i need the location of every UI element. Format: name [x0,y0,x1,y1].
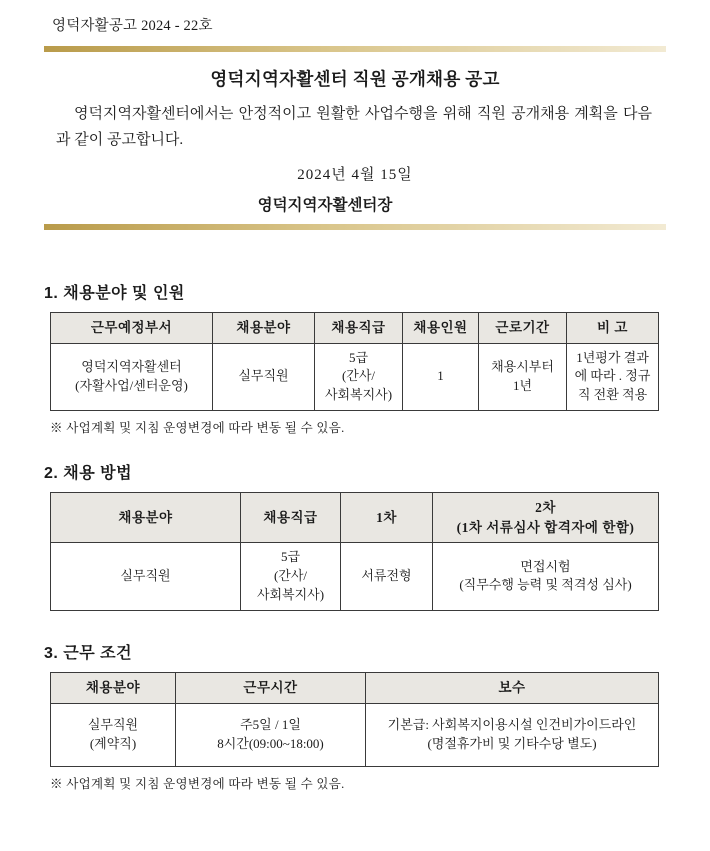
cell-dept-line2: (자활사업/센터운영) [75,377,188,393]
cell-stage2-line2: (직무수행 능력 및 적격성 심사) [459,577,632,593]
cell-remark-line3: 직 전환 적용 [577,387,648,403]
section-recruitment-field [44,280,666,436]
col-grade: 채용직급 [241,493,341,543]
header-divider-top [44,46,666,52]
col-stage2 [433,493,659,543]
section3-note: ※ 사업계획 및 지침 운영변경에 따라 변동 될 수 있음. [50,776,345,791]
table-header-row [51,493,659,543]
cell-grade [241,543,341,611]
col-stage1: 1차 [341,493,433,543]
cell-field-line1: 실무직원 [87,716,139,732]
cell-grade-line2: (간사/ [341,368,376,384]
col-period: 근로기간 [479,313,567,344]
cell-field [51,703,176,766]
col-field: 채용분야 [51,673,176,704]
cell-hours [176,703,366,766]
cell-count: 1 [403,343,479,411]
cell-remark-line1: 1년평가 결과 [576,349,649,365]
recruitment-method-table [50,492,659,611]
section1-heading: 1. 채용분야 및 인원 [44,285,185,302]
table-row [51,343,659,411]
working-conditions-table [50,672,659,767]
cell-hours-line2: 8시간(09:00~18:00) [217,735,324,751]
cell-grade-line3: 사회복지사) [256,586,325,602]
table-row [51,543,659,611]
document-number: 영덕자활공고 2024 - 22호 [52,18,213,34]
cell-pay-line2: (명절휴가비 및 기타수당 별도) [427,735,597,751]
section3-heading: 3. 근무 조건 [44,645,133,662]
cell-stage2-line1: 면접시험 [520,558,571,574]
table-header-row [51,313,659,344]
cell-stage2 [433,543,659,611]
cell-period [479,343,567,411]
col-grade: 채용직급 [315,313,403,344]
cell-field-line2: (계약직) [89,735,137,751]
notice-title: 영덕지역자활센터 직원 공개채용 공고 [210,69,500,89]
cell-period-line1: 채용시부터 [491,358,554,374]
table-row [51,703,659,766]
col-remark: 비 고 [567,313,659,344]
cell-field: 실무직원 [213,343,315,411]
cell-hours-line1: 주5일 / 1일 [240,716,301,732]
section2-heading: 2. 채용 방법 [44,465,133,482]
col-count: 채용인원 [403,313,479,344]
cell-period-line2: 1년 [512,377,533,393]
cell-remark [567,343,659,411]
notice-signer: 영덕지역자활센터장 [257,197,393,214]
cell-pay-line1: 기본급: 사회복지이용시설 인건비가이드라인 [387,716,637,732]
table-header-row [51,673,659,704]
cell-grade-line1: 5급 [348,349,369,365]
cell-stage1: 서류전형 [341,543,433,611]
cell-grade [315,343,403,411]
col-dept: 근무예정부서 [51,313,213,344]
col-field: 채용분야 [51,493,241,543]
cell-grade-line3: 사회복지사) [324,387,393,403]
header-divider-bottom [44,224,666,230]
col-field: 채용분야 [213,313,315,344]
col-pay: 보수 [366,673,659,704]
col-stage2-line1: 2차 [535,500,556,515]
section-working-conditions [44,640,666,792]
section1-note: ※ 사업계획 및 지침 운영변경에 따라 변동 될 수 있음. [50,421,345,436]
cell-pay [366,703,659,766]
col-hours: 근무시간 [176,673,366,704]
recruitment-field-table [50,312,659,411]
notice-date: 2024년 4월 15일 [297,167,413,183]
col-stage2-line2: (1차 서류심사 합격자에 한함) [456,519,635,535]
cell-dept-line1: 영덕지역자활센터 [81,358,182,374]
notice-body: 영덕지역자활센터에서는 안정적이고 원활한 사업수행을 위해 직원 공개채용 계획을 다음과 같이 공고합니다. [56,106,652,149]
cell-grade-line1: 5급 [280,549,301,565]
cell-remark-line2: 에 따라 . 정규 [574,368,651,384]
cell-grade-line2: (간사/ [273,567,308,583]
cell-dept [51,343,213,411]
cell-field: 실무직원 [51,543,241,611]
section-recruitment-method [44,460,666,611]
